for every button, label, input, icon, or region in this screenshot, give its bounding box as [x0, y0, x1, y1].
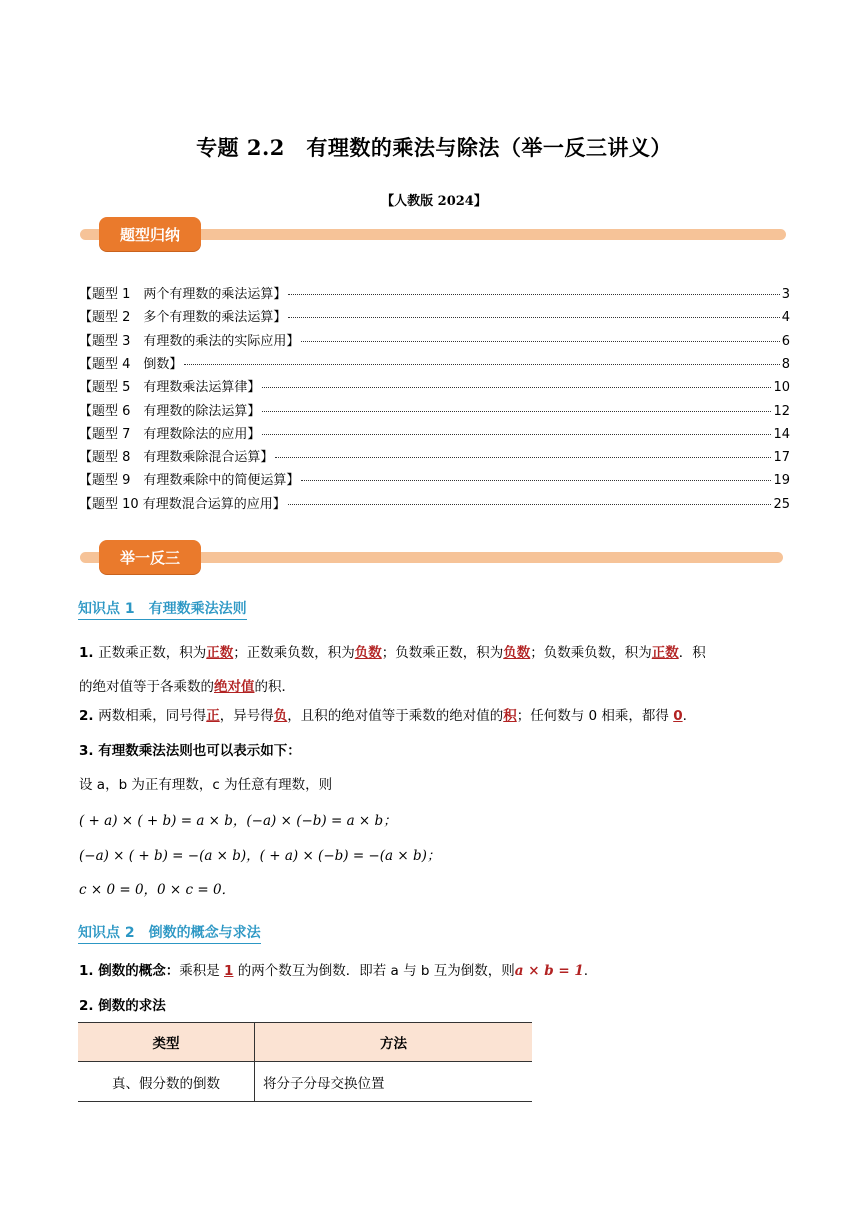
toc-entry-page: 25 [773, 496, 790, 512]
highlight-answer: 正数 [206, 645, 234, 661]
toc-entry[interactable] [79, 353, 790, 376]
text: 的两个数互为倒数．即若 a 与 b 互为倒数，则 [233, 963, 515, 979]
text: 两数相乘，同号得 [98, 708, 207, 724]
toc-entry-label: 【题型 5 有理数乘法运算律】 [79, 380, 261, 396]
text: ．积 [678, 645, 706, 661]
kp1-formula-2: (−a) × ( + b) = −(a × b)，( + a) × (−b) = −(a × b)； [79, 848, 441, 864]
toc-dot-leader [301, 341, 779, 342]
toc-dot-leader [288, 317, 779, 318]
toc-entry-page: 14 [773, 426, 790, 442]
item-number: 2. [79, 708, 99, 724]
toc-entry-label: 【题型 4 倒数】 [79, 356, 183, 372]
toc-entry[interactable] [79, 469, 790, 492]
text: ；负数乘负数，积为 [530, 645, 652, 661]
toc-entry-page: 8 [781, 356, 790, 372]
text: . [583, 963, 589, 979]
toc-entry-label: 【题型 6 有理数的除法运算】 [79, 403, 261, 419]
highlight-answer: 负 [273, 708, 288, 724]
highlight-answer: 正数 [651, 645, 679, 661]
knowledge-point-2-title: 知识点 2 倒数的概念与求法 [78, 922, 261, 944]
table-cell: 将分子分母交换位置 [255, 1062, 533, 1102]
text: ；负数乘正数，积为 [381, 645, 504, 661]
highlight-answer: 积 [503, 708, 517, 724]
toc-dot-leader [262, 434, 771, 435]
section-tag-toc: 题型归纳 [99, 217, 201, 251]
kp1-formula-3: c × 0 = 0，0 × c = 0． [79, 882, 236, 898]
kp2-paragraph-2: 2. 倒数的求法 [79, 998, 166, 1014]
toc-dot-leader [275, 457, 771, 458]
section-tag-main: 举一反三 [99, 540, 201, 574]
text: 正数乘正数，积为 [98, 645, 207, 661]
page-title: 专题 2.2 有理数的乘法与除法（举一反三讲义） [196, 135, 672, 160]
toc-dot-leader [262, 387, 771, 388]
highlight-answer: 1 [224, 963, 234, 979]
text: ，异号得 [219, 708, 274, 724]
toc-dot-leader [288, 504, 772, 505]
toc-dot-leader [184, 364, 779, 365]
toc-entry-label: 【题型 8 有理数乘除混合运算】 [79, 450, 274, 466]
toc-entry-label: 【题型 2 多个有理数的乘法运算】 [79, 310, 287, 326]
toc-entry[interactable] [79, 283, 790, 306]
text: 的绝对值等于各乘数的 [79, 679, 214, 695]
toc-entry-label: 【题型 3 有理数的乘法的实际应用】 [79, 333, 300, 349]
toc-entry-label: 【题型 1 两个有理数的乘法运算】 [79, 287, 287, 302]
highlight-formula: a × b = 1 [514, 963, 584, 979]
reciprocal-method-table [78, 1022, 532, 1102]
kp1-paragraph-1 [79, 636, 789, 704]
toc-entry[interactable] [79, 423, 790, 446]
highlight-answer: 负数 [354, 645, 382, 661]
toc-dot-leader [301, 480, 771, 481]
kp1-paragraph-3: 3. 有理数乘法法则也可以表示如下： [79, 743, 301, 759]
kp1-formula-1: ( + a) × ( + b) = a × b，(−a) × (−b) = a × b； [79, 813, 397, 829]
text: ，且积的绝对值等于乘数的绝对值的 [287, 708, 504, 724]
toc-entry[interactable] [79, 330, 790, 353]
highlight-answer: 0 [673, 708, 683, 724]
table-header-type: 类型 [78, 1023, 255, 1062]
knowledge-point-1-title: 知识点 1 有理数乘法法则 [78, 598, 247, 620]
text: ；任何数与 0 相乘，都得 [516, 708, 674, 724]
toc-dot-leader [288, 294, 779, 295]
highlight-answer: 绝对值 [214, 679, 255, 695]
text: 的积． [254, 679, 295, 695]
table-cell: 真、假分数的倒数 [78, 1062, 255, 1102]
toc-entry-page: 19 [773, 473, 790, 489]
toc-entry[interactable] [79, 400, 790, 423]
term-label: 倒数的概念： [98, 963, 180, 979]
toc-entry[interactable] [79, 493, 790, 516]
toc-entry-label: 【题型 7 有理数除法的应用】 [79, 426, 261, 442]
text: ；正数乘负数，积为 [233, 645, 355, 661]
toc-entry-page: 4 [781, 310, 790, 326]
item-number: 1. [79, 963, 99, 979]
kp1-paragraph-2 [79, 706, 789, 726]
text: . [682, 708, 687, 724]
toc-entry[interactable] [79, 306, 790, 329]
kp1-paragraph-4: 设 a，b 为正有理数，c 为任意有理数，则 [79, 777, 333, 793]
toc-entry-page: 10 [773, 380, 790, 396]
toc-entry[interactable] [79, 376, 790, 399]
highlight-answer: 正 [206, 708, 220, 724]
toc-entry-page: 12 [773, 403, 790, 419]
table-row [78, 1062, 532, 1102]
toc-entry-page: 3 [781, 287, 790, 302]
toc-dot-leader [262, 411, 771, 412]
toc-entry-page: 17 [773, 450, 790, 466]
kp2-paragraph-1 [79, 961, 789, 981]
text: 乘积是 [179, 963, 225, 979]
table-header-method: 方法 [255, 1023, 533, 1062]
toc-entry-page: 6 [781, 333, 790, 349]
table-header-row [78, 1023, 532, 1062]
toc-entry[interactable] [79, 446, 790, 469]
item-number: 1. [79, 645, 99, 661]
highlight-answer: 负数 [503, 645, 531, 661]
toc-entry-label: 【题型 10 有理数混合运算的应用】 [79, 496, 286, 512]
page-subtitle: 【人教版 2024】 [381, 194, 487, 209]
toc-entry-label: 【题型 9 有理数乘除中的简便运算】 [79, 473, 300, 489]
